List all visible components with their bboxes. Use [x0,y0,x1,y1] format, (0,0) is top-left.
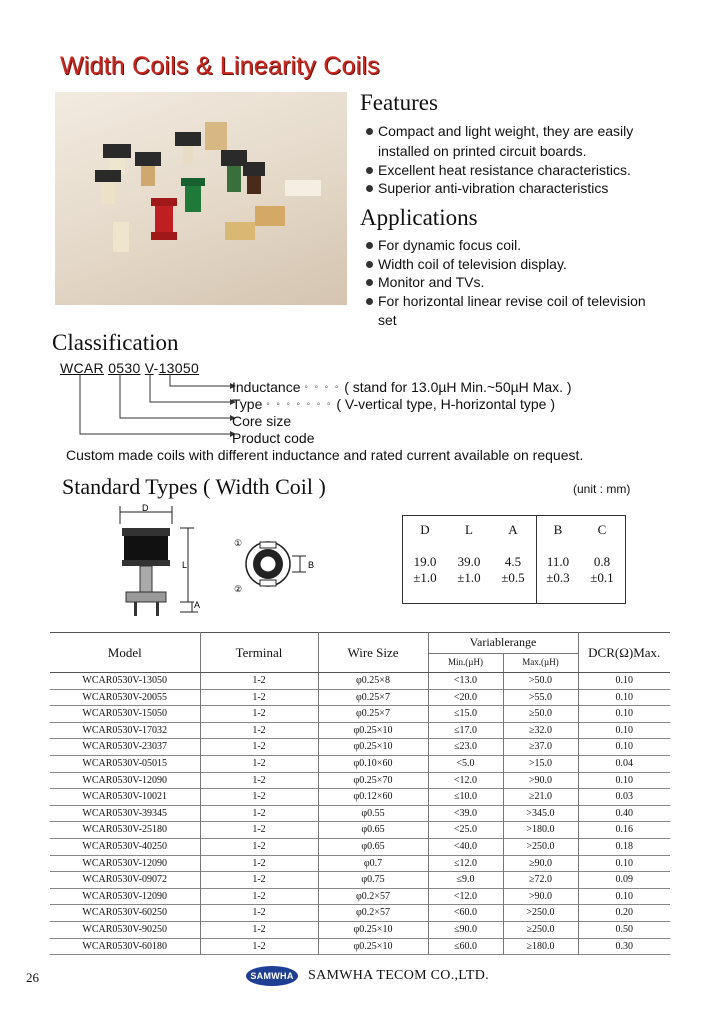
cell-max: >55.0 [503,689,578,706]
cell-model: WCAR0530V-05015 [82,757,168,769]
dim-tol-b: ±0.3 [546,570,570,585]
cell-max: ≥37.0 [503,739,578,756]
cell-max: >345.0 [503,805,578,822]
cell-terminal: 1-2 [200,855,318,872]
cell-wire: φ0.25×70 [318,772,428,789]
application-item-3: Monitor and TVs. [366,273,484,292]
col-max: Max.(µH) [503,654,578,673]
cell-model: WCAR0530V-13050 [82,675,168,686]
col-wire: Wire Size [318,633,428,673]
cell-min: ≤23.0 [428,739,503,756]
cell-max: ≥50.0 [503,706,578,723]
table-row [50,938,670,955]
pin2-label: ② [234,584,243,594]
cell-max: >15.0 [503,755,578,772]
cell-model: WCAR0530V-09072 [82,874,168,886]
cell-terminal: 1-2 [200,938,318,955]
application-item-4-cont: set [378,312,397,328]
dim-header-b: B [553,522,563,537]
cell-terminal: 1-2 [200,689,318,706]
cell-terminal: 1-2 [200,722,318,739]
cell-model: WCAR0530V-10021 [82,791,168,803]
dim-header-l: L [465,522,473,537]
table-row [50,722,670,739]
cell-terminal: 1-2 [200,789,318,806]
spec-table-body [50,673,670,955]
cell-dcr: 0.16 [578,822,670,839]
cell-min: ≤60.0 [428,938,503,955]
dim-b-label: B [308,560,315,570]
cell-terminal: 1-2 [200,888,318,905]
cell-max: >50.0 [503,673,578,690]
cell-max: ≥21.0 [503,789,578,806]
feature-item-2: Excellent heat resistance characteristics. [366,161,631,180]
dim-tol-l: ±1.0 [457,570,481,585]
core-size-label: Core size [232,413,292,429]
feature-item-1-cont: installed on printed circuit boards. [378,143,587,159]
table-row [50,805,670,822]
dim-value-l: 39.0 [457,554,481,569]
bullet-icon [366,242,373,249]
dim-value-d: 19.0 [413,554,437,569]
cell-model: WCAR0530V-60180 [82,940,168,952]
cell-wire: φ0.10×60 [318,755,428,772]
bullet-icon [366,128,373,135]
col-model: Model [50,633,200,673]
company-name: SAMWHA TECOM CO.,LTD. [308,968,489,983]
dotted-leader: ° ° ° ° [304,384,341,394]
cell-terminal: 1-2 [200,905,318,922]
cell-terminal: 1-2 [200,755,318,772]
bullet-icon [366,261,373,268]
code-inductance: 13050 [158,360,200,376]
cell-wire: φ0.2×57 [318,888,428,905]
table-row [50,739,670,756]
table-row [50,755,670,772]
feature-item-1: Compact and light weight, they are easily [366,122,633,141]
part-code: WCAR 0530 V-13050 [60,360,200,376]
cell-model: WCAR0530V-17032 [82,724,168,736]
dim-header-a: A [508,522,518,537]
cell-dcr: 0.10 [578,855,670,872]
dim-header-d: D [420,522,430,537]
inductance-label: Inductance ° ° ° ° ( stand for 13.0µH Min.~50µH Max. ) [232,379,572,395]
cell-min: <60.0 [428,905,503,922]
cell-min: ≤12.0 [428,855,503,872]
bullet-icon [366,298,373,305]
cell-max: >250.0 [503,905,578,922]
cell-min: ≤10.0 [428,789,503,806]
dim-header-c: C [597,522,607,537]
code-series: WCAR [60,360,104,376]
cell-min: <13.0 [428,673,503,690]
cell-dcr: 0.18 [578,838,670,855]
cell-dcr: 0.03 [578,789,670,806]
cell-terminal: 1-2 [200,872,318,889]
cell-wire: φ0.7 [318,855,428,872]
feature-item-3: Superior anti-vibration characteristics [366,179,608,198]
cell-model: WCAR0530V-39345 [82,807,168,819]
applications-heading: Applications [360,205,478,230]
cell-wire: φ0.25×7 [318,706,428,723]
classification-heading: Classification [52,330,179,355]
table-row [50,772,670,789]
table-row [50,872,670,889]
unit-label: (unit : mm) [573,482,631,496]
cell-wire: φ0.25×10 [318,921,428,938]
dotted-leader: ° ° ° ° ° ° ° [266,401,333,411]
spec-table [50,632,670,955]
table-row [50,855,670,872]
product-photo [55,92,347,305]
col-terminal: Terminal [200,633,318,673]
type-label: Type ° ° ° ° ° ° ° ( V-vertical type, H-horizontal type ) [232,396,555,412]
standard-types-heading: Standard Types ( Width Coil ) [62,474,326,499]
cell-terminal: 1-2 [200,838,318,855]
cell-max: ≥180.0 [503,938,578,955]
classification-leader-lines [60,374,240,440]
cell-terminal: 1-2 [200,706,318,723]
coil-side-drawing [110,502,210,620]
cell-max: ≥32.0 [503,722,578,739]
dim-value-a: 4.5 [504,554,522,569]
cell-wire: φ0.65 [318,822,428,839]
col-range: Variablerange [428,633,578,654]
application-item-1: For dynamic focus coil. [366,236,521,255]
cell-min: ≤90.0 [428,921,503,938]
cell-wire: φ0.25×10 [318,722,428,739]
cell-max: >90.0 [503,772,578,789]
cell-dcr: 0.10 [578,722,670,739]
cell-terminal: 1-2 [200,772,318,789]
table-row [50,921,670,938]
dim-l-label: L [182,560,188,570]
cell-wire: φ0.12×60 [318,789,428,806]
cell-dcr: 0.10 [578,772,670,789]
cell-min: <5.0 [428,755,503,772]
cell-min: <40.0 [428,838,503,855]
cell-wire: φ0.25×7 [318,689,428,706]
bullet-icon [366,167,373,174]
page-number: 26 [26,970,39,985]
cell-min: <12.0 [428,888,503,905]
cell-min: <39.0 [428,805,503,822]
cell-dcr: 0.10 [578,888,670,905]
cell-wire: φ0.2×57 [318,905,428,922]
cell-model: WCAR0530V-90250 [82,923,168,935]
cell-dcr: 0.10 [578,706,670,723]
coil-illustration [55,92,347,305]
cell-dcr: 0.30 [578,938,670,955]
cell-model: WCAR0530V-12090 [82,857,168,869]
cell-model: WCAR0530V-23037 [82,741,168,753]
cell-model: WCAR0530V-60250 [82,907,168,919]
cell-wire: φ0.25×8 [318,673,428,690]
cell-model: WCAR0530V-25180 [82,824,168,836]
dim-a-label: A [194,600,201,610]
product-code-label: Product code [232,430,315,446]
cell-max: >180.0 [503,822,578,839]
cell-min: ≤9.0 [428,872,503,889]
table-row [50,689,670,706]
cell-model: WCAR0530V-12090 [82,890,168,902]
table-row [50,822,670,839]
dimension-table [402,515,626,604]
cell-dcr: 0.10 [578,673,670,690]
page-title: Width Coils & Linearity Coils [60,52,380,80]
cell-model: WCAR0530V-15050 [82,708,168,720]
cell-terminal: 1-2 [200,822,318,839]
cell-dcr: 0.09 [578,872,670,889]
cell-wire: φ0.25×10 [318,938,428,955]
samwha-logo: SAMWHA [246,966,298,986]
dim-tol-d: ±1.0 [413,570,437,585]
cell-wire: φ0.55 [318,805,428,822]
table-row [50,673,670,690]
dim-value-b: 11.0 [546,554,570,569]
cell-model: WCAR0530V-20055 [82,691,168,703]
col-min: Min.(µH) [428,654,503,673]
cell-min: <20.0 [428,689,503,706]
features-heading: Features [360,90,438,115]
cell-max: ≥250.0 [503,921,578,938]
cell-dcr: 0.10 [578,689,670,706]
bullet-icon [366,279,373,286]
cell-max: >90.0 [503,888,578,905]
coil-top-drawing [230,534,320,596]
cell-model: WCAR0530V-40250 [82,840,168,852]
dim-tol-a: ±0.5 [501,570,525,585]
bullet-icon [366,185,373,192]
cell-dcr: 0.40 [578,805,670,822]
cell-max: >250.0 [503,838,578,855]
cell-wire: φ0.65 [318,838,428,855]
dim-value-c: 0.8 [593,554,611,569]
col-dcr: DCR(Ω)Max. [578,633,670,673]
code-type: V [144,360,154,376]
pin1-label: ① [234,538,243,548]
cell-terminal: 1-2 [200,921,318,938]
cell-dcr: 0.50 [578,921,670,938]
cell-wire: φ0.25×10 [318,739,428,756]
table-row [50,789,670,806]
cell-min: ≤17.0 [428,722,503,739]
code-core: 0530 [108,360,141,376]
dim-d-label: D [142,503,149,513]
cell-terminal: 1-2 [200,673,318,690]
cell-min: <25.0 [428,822,503,839]
cell-max: ≥90.0 [503,855,578,872]
table-row [50,706,670,723]
cell-dcr: 0.10 [578,739,670,756]
cell-dcr: 0.20 [578,905,670,922]
dim-tol-c: ±0.1 [590,570,614,585]
cell-terminal: 1-2 [200,805,318,822]
cell-min: ≤15.0 [428,706,503,723]
cell-wire: φ0.75 [318,872,428,889]
cell-max: ≥72.0 [503,872,578,889]
table-row [50,838,670,855]
table-row [50,905,670,922]
application-item-4: For horizontal linear revise coil of television [366,292,646,311]
cell-model: WCAR0530V-12090 [82,774,168,786]
application-item-2: Width coil of television display. [366,255,567,274]
cell-dcr: 0.04 [578,755,670,772]
cell-min: <12.0 [428,772,503,789]
cell-terminal: 1-2 [200,739,318,756]
custom-note: Custom made coils with different inductance and rated current available on request. [66,447,584,463]
table-row [50,888,670,905]
